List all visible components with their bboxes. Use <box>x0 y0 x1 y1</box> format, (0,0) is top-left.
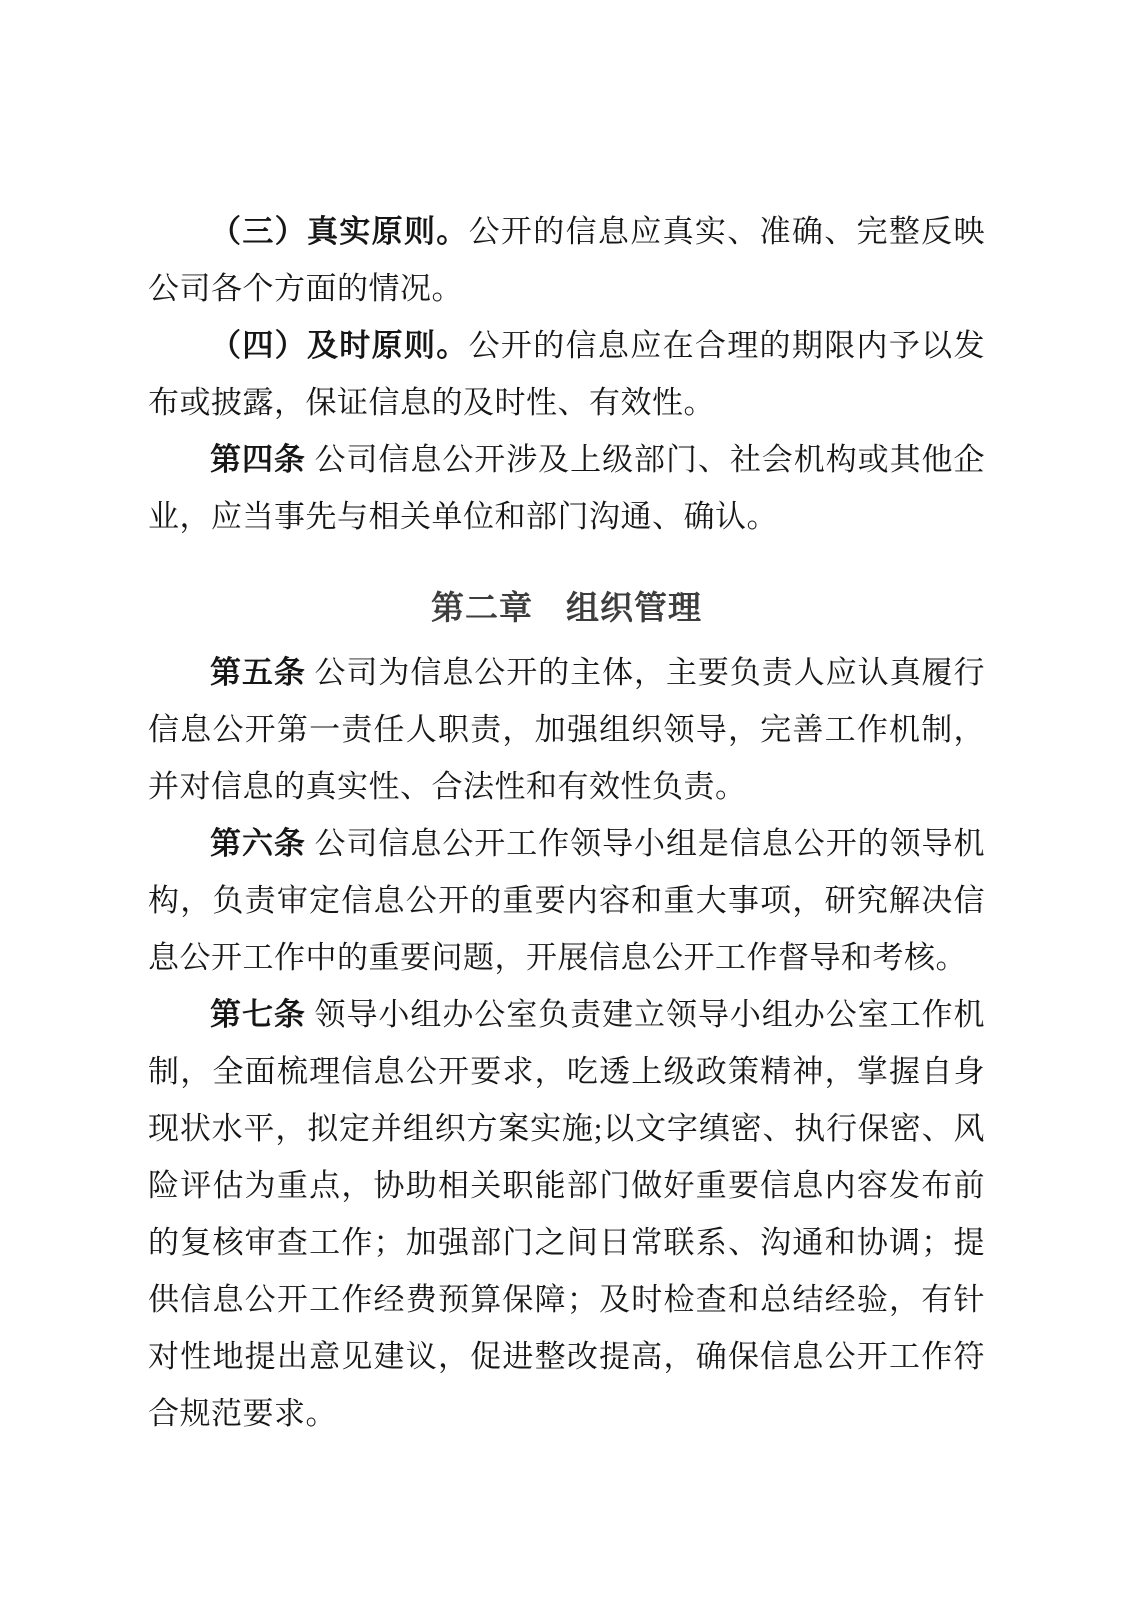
article-6-text: 公司信息公开工作领导小组是信息公开的领导机构，负责审定信息公开的重要内容和重大事项，研究解决信息公开工作中的重要问题，开展信息公开工作督导和考核。 <box>148 826 985 975</box>
clause-4-text: 公开的信息应在合理的期限内予以发布或披露，保证信息的及时性、有效性。 <box>148 328 985 420</box>
clause-3-truth-principle <box>148 203 985 317</box>
article-5-label: 第五条 <box>210 655 306 690</box>
chapter-2-heading <box>148 579 985 636</box>
clause-3-label: （三）真实原则。 <box>210 214 469 249</box>
clause-3-text: 公开的信息应真实、准确、完整反映公司各个方面的情况。 <box>148 214 985 306</box>
article-4-paragraph <box>148 431 985 545</box>
chapter-2-number: 第二章 <box>431 589 533 626</box>
article-6-paragraph <box>148 815 985 986</box>
article-6-label: 第六条 <box>210 826 306 861</box>
article-7-paragraph <box>148 986 985 1442</box>
article-4-label: 第四条 <box>210 442 306 477</box>
clause-4-timeliness-principle <box>148 317 985 431</box>
article-7-label: 第七条 <box>210 997 306 1032</box>
clause-4-label: （四）及时原则。 <box>210 328 469 363</box>
article-5-paragraph <box>148 644 985 815</box>
document-body <box>148 203 985 1442</box>
article-5-text: 公司为信息公开的主体，主要负责人应认真履行信息公开第一责任人职责，加强组织领导，完善工作机制，并对信息的真实性、合法性和有效性负责。 <box>148 655 985 804</box>
chapter-2-title: 组织管理 <box>566 589 702 626</box>
article-4-text: 公司信息公开涉及上级部门、社会机构或其他企业，应当事先与相关单位和部门沟通、确认。 <box>148 442 985 534</box>
article-7-text: 领导小组办公室负责建立领导小组办公室工作机制，全面梳理信息公开要求，吃透上级政策精神，掌握自身现状水平，拟定并组织方案实施;以文字缜密、执行保密、风险评估为重点，协助相关职能部门做好重要信息内容发布前的复核审查工作；加强部门之间日常联系、沟通和协调；提供信息公开工作经费预算保障；及时检查和总结经验，有针对性地提出意见建议，促进整改提高，确保信息公开工作符合规范要求。 <box>148 997 985 1431</box>
